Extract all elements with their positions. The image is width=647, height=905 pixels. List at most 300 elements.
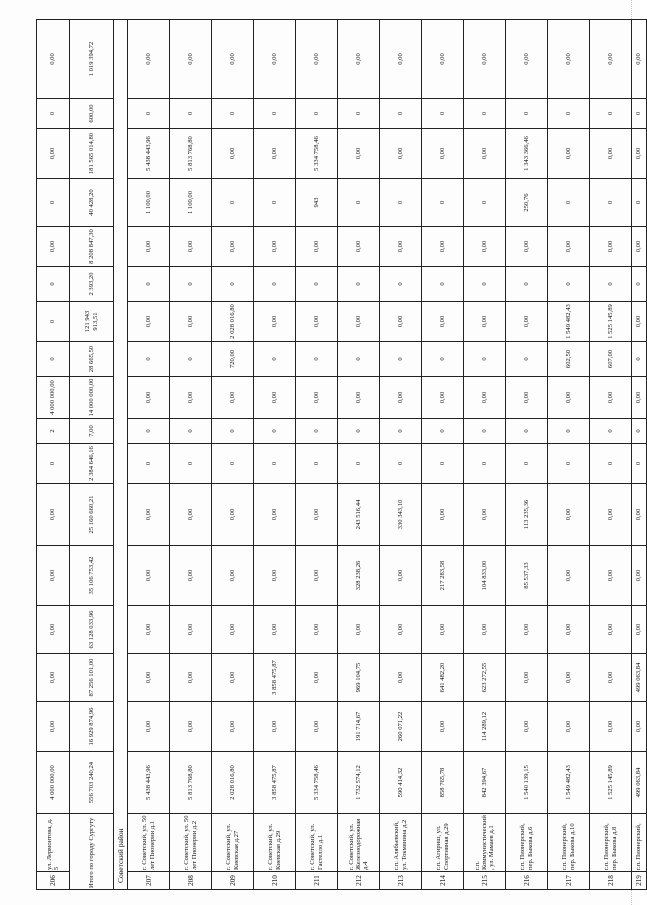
- table-cell: 85 537,33: [506, 546, 548, 606]
- table-cell: 330 343,10: [380, 484, 422, 546]
- table-cell: 0,00: [254, 302, 296, 342]
- table-cell: 858 765,78: [422, 752, 464, 814]
- table-cell: 0,00: [632, 702, 647, 752]
- table-cell: 0,00: [128, 654, 170, 702]
- table-cell: 0,00: [548, 20, 590, 99]
- table-cell: 0,00: [506, 20, 548, 99]
- table-cell: г. Советский, ул. Киевская д.27: [212, 814, 254, 872]
- table-cell: 0: [296, 342, 338, 377]
- table-cell: 0: [464, 444, 506, 484]
- table-cell: 0: [380, 99, 422, 129]
- table-cell: 5 438 443,96: [128, 752, 170, 814]
- table-cell: 0,00: [464, 20, 506, 99]
- table-cell: 0,00: [170, 302, 212, 342]
- table-cell: 0,00: [170, 654, 212, 702]
- table-cell: 0: [632, 444, 647, 484]
- table-cell: 0: [380, 342, 422, 377]
- table-cell: 0,00: [380, 302, 422, 342]
- table-cell: 212: [338, 872, 380, 890]
- table-cell: 0,00: [128, 377, 170, 419]
- table-cell: 0,00: [632, 606, 647, 654]
- table-cell: ул. Лермонтова, д. 5: [37, 814, 70, 872]
- table-row: [338, 20, 380, 890]
- table-cell: 213: [380, 872, 422, 890]
- table-cell: 0: [506, 99, 548, 129]
- table-cell: 0: [37, 444, 70, 484]
- table-cell: 0,00: [380, 606, 422, 654]
- table-cell: 0: [170, 444, 212, 484]
- table-cell: 0,00: [548, 702, 590, 752]
- table-cell: 1 019 394,72: [70, 20, 114, 99]
- table-cell: 0,00: [548, 227, 590, 267]
- table-cell: 217 283,58: [422, 546, 464, 606]
- table-cell: 0,00: [590, 129, 632, 179]
- table-cell: 0,00: [590, 20, 632, 99]
- table-cell: 0,00: [212, 654, 254, 702]
- table-cell: 4 000 000,00: [37, 752, 70, 814]
- table-cell: 0: [128, 419, 170, 444]
- table-cell: 0: [296, 99, 338, 129]
- table-cell: 2 028 016,80: [212, 302, 254, 342]
- table-row: [212, 20, 254, 890]
- table-cell: 0,00: [548, 546, 590, 606]
- table-cell: 0,00: [212, 484, 254, 546]
- table-cell: 0: [170, 419, 212, 444]
- table-cell: 2 393,20: [70, 267, 114, 302]
- table-cell: 0: [422, 99, 464, 129]
- table-cell: 8 208 847,30: [70, 227, 114, 267]
- table-cell: 0,00: [506, 654, 548, 702]
- table-cell: 0: [128, 342, 170, 377]
- table-cell: 0,00: [632, 377, 647, 419]
- table-cell: 0: [548, 419, 590, 444]
- table-cell: 260 071,22: [380, 702, 422, 752]
- table-cell: 0: [548, 267, 590, 302]
- table-cell: 1 100,00: [128, 179, 170, 227]
- table-cell: 0: [632, 99, 647, 129]
- rotated-table-wrapper: [36, 20, 643, 890]
- table-cell: 0,00: [128, 606, 170, 654]
- table-cell: 0,00: [128, 302, 170, 342]
- table-row: [632, 20, 647, 890]
- table-cell: 0,00: [632, 484, 647, 546]
- table-cell: 181 565 014,80: [70, 129, 114, 179]
- table-cell: 0: [464, 99, 506, 129]
- table-cell: 0,00: [296, 377, 338, 419]
- table-row: [380, 20, 422, 890]
- table-cell: 208: [170, 872, 212, 890]
- table-cell: 0: [254, 342, 296, 377]
- table-cell: 0,00: [380, 546, 422, 606]
- table-cell: 250,76: [506, 179, 548, 227]
- table-cell: 0: [632, 267, 647, 302]
- table-cell: 0,00: [212, 377, 254, 419]
- table-cell: 499 063,84: [632, 654, 647, 702]
- table-cell: 5 813 768,80: [170, 752, 212, 814]
- table-cell: 0,00: [254, 20, 296, 99]
- table-cell: 0: [464, 419, 506, 444]
- table-cell: 0,00: [632, 302, 647, 342]
- table-cell: 0,00: [212, 606, 254, 654]
- table-cell: 207: [128, 872, 170, 890]
- table-cell: 0: [128, 267, 170, 302]
- table-cell: 0,00: [590, 546, 632, 606]
- table-cell: 0: [212, 267, 254, 302]
- table-cell: 0: [422, 267, 464, 302]
- table-cell: 0: [506, 444, 548, 484]
- table-cell: 0,00: [464, 606, 506, 654]
- table-cell: 0: [632, 342, 647, 377]
- table-cell: 0,00: [128, 227, 170, 267]
- table-cell: г.п. Пионерский, пер. Быкова д.8: [590, 814, 632, 872]
- table-row: [590, 20, 632, 890]
- table-cell: 35 106 753,42: [70, 546, 114, 606]
- table-cell: 0: [37, 179, 70, 227]
- table-cell: 0: [548, 444, 590, 484]
- table-cell: 0: [380, 419, 422, 444]
- table-cell: 0,00: [590, 654, 632, 702]
- table-cell: 0,00: [296, 484, 338, 546]
- table-cell: 0,00: [296, 20, 338, 99]
- table-cell: 0,00: [170, 484, 212, 546]
- table-cell: 0,00: [422, 20, 464, 99]
- table-cell: 0,00: [128, 546, 170, 606]
- table-cell: 0,00: [590, 606, 632, 654]
- table-cell: 0: [422, 342, 464, 377]
- table-cell: 641 482,20: [422, 654, 464, 702]
- table-cell: 5 438 443,96: [128, 129, 170, 179]
- table-cell: 0: [170, 99, 212, 129]
- table-cell: 0,00: [128, 702, 170, 752]
- table-cell: г. Советский, ул. Железнодорожная д.4: [338, 814, 380, 872]
- table-cell: 0: [254, 179, 296, 227]
- table-cell: 1 100,00: [170, 179, 212, 227]
- table-cell: 2 384 646,16: [70, 444, 114, 484]
- table-cell: 25 160 660,21: [70, 484, 114, 546]
- table-cell: 0,00: [590, 227, 632, 267]
- table-cell: 0,00: [590, 377, 632, 419]
- table-cell: 0,00: [254, 702, 296, 752]
- table-cell: 602,50: [548, 342, 590, 377]
- table-cell: 216: [506, 872, 548, 890]
- table-cell: 0,00: [338, 129, 380, 179]
- table-cell: 104 833,00: [464, 546, 506, 606]
- table-cell: 0: [422, 444, 464, 484]
- table-cell: 0: [590, 99, 632, 129]
- table-cell: 623 272,55: [464, 654, 506, 702]
- table-cell: 0: [37, 267, 70, 302]
- table-cell: 0,00: [254, 484, 296, 546]
- table-cell: 720,00: [212, 342, 254, 377]
- table-cell: 0,00: [212, 227, 254, 267]
- table-cell: 5 813 768,80: [170, 129, 212, 179]
- table-cell: 3 858 475,87: [254, 752, 296, 814]
- table-cell: 600,00: [70, 99, 114, 129]
- table-cell: 0: [464, 342, 506, 377]
- table-cell: 0,00: [296, 227, 338, 267]
- total-row: [70, 20, 114, 890]
- table-cell: г.п. Пионерский, пер. Быкова д.10: [548, 814, 590, 872]
- table-cell: 4 000 000,00: [37, 377, 70, 419]
- table-cell: 0: [338, 342, 380, 377]
- table-cell: 0: [296, 267, 338, 302]
- table-cell: г. Советский, ул. Гастелло д.1: [296, 814, 338, 872]
- table-row: [422, 20, 464, 890]
- table-cell: 0,00: [37, 702, 70, 752]
- table-cell: г.п. Коммунистический, ул. Мамаев д.1: [464, 814, 506, 872]
- table-cell: 0,00: [254, 377, 296, 419]
- table-cell: 219: [632, 872, 647, 890]
- table-cell: 243 516,44: [338, 484, 380, 546]
- table-cell: 0,00: [170, 546, 212, 606]
- table-cell: 0,00: [548, 377, 590, 419]
- table-cell: 0: [212, 444, 254, 484]
- table-cell: 1 525 145,89: [590, 302, 632, 342]
- table-cell: 0,00: [296, 654, 338, 702]
- table-cell: г. Советский, ул. Киевская д.29: [254, 814, 296, 872]
- table-cell: 0: [338, 419, 380, 444]
- repair-funding-table: [36, 19, 647, 890]
- table-cell: 0,00: [338, 20, 380, 99]
- table-cell: 0: [170, 342, 212, 377]
- table-cell: 0,00: [548, 129, 590, 179]
- table-cell: г.п. Агириш, ул. Спортивная д.29: [422, 814, 464, 872]
- table-cell: 0: [422, 419, 464, 444]
- table-row: [548, 20, 590, 890]
- table-cell: 0: [128, 444, 170, 484]
- table-cell: 0,00: [170, 227, 212, 267]
- table-cell: 0,00: [464, 302, 506, 342]
- table-cell: 2 028 016,80: [212, 752, 254, 814]
- table-cell: 0,00: [296, 546, 338, 606]
- table-cell: 0,00: [380, 377, 422, 419]
- table-cell: 0: [37, 302, 70, 342]
- table-row: [254, 20, 296, 890]
- table-cell: 0: [380, 267, 422, 302]
- table-cell: 0: [590, 419, 632, 444]
- table-cell: 14 000 000,00: [70, 377, 114, 419]
- table-cell: 607,00: [590, 342, 632, 377]
- table-cell: 16 929 874,96: [70, 702, 114, 752]
- table-cell: 0: [212, 179, 254, 227]
- table-cell: 0,00: [632, 20, 647, 99]
- table-cell: 1 549 482,43: [548, 752, 590, 814]
- district-row: [114, 20, 128, 890]
- table-cell: 87 256 101,00: [70, 654, 114, 702]
- table-cell: 328 238,26: [338, 546, 380, 606]
- table-cell: 0,00: [254, 546, 296, 606]
- table-cell: 0: [632, 179, 647, 227]
- table-cell: 0,00: [464, 377, 506, 419]
- table-cell: 1 549 482,43: [548, 302, 590, 342]
- table-cell: 0,00: [338, 227, 380, 267]
- table-cell: 0: [37, 342, 70, 377]
- table-cell: 0: [506, 267, 548, 302]
- table-cell: 0,00: [296, 702, 338, 752]
- table-cell: г. Советский, ул. 50 лет Пионерии д.2: [170, 814, 212, 872]
- table-cell: 63 128 033,96: [70, 606, 114, 654]
- table-cell: 1 732 574,12: [338, 752, 380, 814]
- table-cell: 5 334 758,46: [296, 129, 338, 179]
- table-cell: 121 943 913,51: [70, 302, 114, 342]
- table-cell: 0: [548, 179, 590, 227]
- table-cell: 215: [464, 872, 506, 890]
- table-cell: 0: [548, 99, 590, 129]
- table-cell: 0,00: [212, 546, 254, 606]
- table-cell: 0: [464, 267, 506, 302]
- table-cell: 0,00: [548, 606, 590, 654]
- table-cell: 0,00: [170, 606, 212, 654]
- table-cell: 0,00: [548, 654, 590, 702]
- table-cell: 0,00: [590, 484, 632, 546]
- table-cell: 0,00: [128, 484, 170, 546]
- table-cell: 0,00: [254, 227, 296, 267]
- table-cell: 0,00: [632, 227, 647, 267]
- table-cell: 0: [632, 419, 647, 444]
- table-cell: 0,00: [254, 606, 296, 654]
- table-cell: 2: [37, 419, 70, 444]
- table-cell: г.п. Пионерский, пер. Быкова д.6: [506, 814, 548, 872]
- table-cell: 209: [212, 872, 254, 890]
- table-cell: 0: [170, 267, 212, 302]
- table-cell: 0: [254, 419, 296, 444]
- table-cell: 0,00: [338, 302, 380, 342]
- table-cell: 0: [338, 99, 380, 129]
- table-cell: 0: [506, 342, 548, 377]
- table-cell: 0,00: [37, 227, 70, 267]
- table-cell: 0,00: [37, 129, 70, 179]
- table-cell: 210: [254, 872, 296, 890]
- table-cell: 211: [296, 872, 338, 890]
- table-cell: г. Советский, ул. 50 лет Пионерии д.1: [128, 814, 170, 872]
- table-cell: 0: [296, 419, 338, 444]
- table-cell: 5 334 758,46: [296, 752, 338, 814]
- table-cell: 0,00: [170, 20, 212, 99]
- table-cell: 0,00: [380, 20, 422, 99]
- table-cell: Советский район: [114, 20, 128, 890]
- table-cell: 0: [590, 267, 632, 302]
- table-cell: 0,00: [296, 606, 338, 654]
- table-cell: 0: [296, 444, 338, 484]
- table-cell: г.п. Алябьевский, ул. Токмянина д.2: [380, 814, 422, 872]
- table-cell: 0,00: [422, 606, 464, 654]
- table-cell: 0,00: [506, 702, 548, 752]
- table-row: [37, 20, 70, 890]
- table-cell: 0,00: [212, 20, 254, 99]
- table-cell: 0,00: [464, 129, 506, 179]
- table-cell: 0: [464, 179, 506, 227]
- table-cell: 0,00: [254, 129, 296, 179]
- table-cell: 0,00: [464, 484, 506, 546]
- table-cell: 0,00: [37, 654, 70, 702]
- table-cell: 191 714,67: [338, 702, 380, 752]
- table-cell: 206: [37, 872, 70, 890]
- table-cell: 0,00: [632, 129, 647, 179]
- table-cell: 0: [338, 179, 380, 227]
- table-cell: 0,00: [422, 702, 464, 752]
- table-cell: 499 063,84: [632, 752, 647, 814]
- table-cell: 969 104,75: [338, 654, 380, 702]
- table-cell: 0: [380, 179, 422, 227]
- table-cell: г.п. Пионерский,: [632, 814, 647, 872]
- table-cell: 0,00: [422, 129, 464, 179]
- table-cell: 218: [590, 872, 632, 890]
- table-cell: 0: [506, 419, 548, 444]
- table-cell: 0,00: [590, 702, 632, 752]
- table-row: [506, 20, 548, 890]
- table-cell: 1 540 139,15: [506, 752, 548, 814]
- table-cell: 0,00: [37, 20, 70, 99]
- table-cell: 0: [128, 99, 170, 129]
- table-cell: 0,00: [37, 484, 70, 546]
- table-cell: 0,00: [212, 129, 254, 179]
- table-cell: 0: [338, 267, 380, 302]
- table-cell: 0,00: [296, 302, 338, 342]
- table-cell: 0: [422, 179, 464, 227]
- table-cell: 0,00: [464, 227, 506, 267]
- table-cell: 0,00: [632, 546, 647, 606]
- table-cell: 0: [590, 179, 632, 227]
- table-cell: 28 665,50: [70, 342, 114, 377]
- table-cell: 114 289,12: [464, 702, 506, 752]
- table-cell: 0: [254, 444, 296, 484]
- table-cell: 0,00: [170, 702, 212, 752]
- table-cell: 0: [212, 419, 254, 444]
- table-cell: 0,00: [37, 606, 70, 654]
- table-cell: 0,00: [380, 654, 422, 702]
- table-row: [170, 20, 212, 890]
- table-row: [464, 20, 506, 890]
- table-cell: 0,00: [338, 377, 380, 419]
- table-cell: 0,00: [338, 606, 380, 654]
- table-cell: 0: [590, 444, 632, 484]
- table-cell: 0,00: [422, 227, 464, 267]
- table-cell: 0: [37, 99, 70, 129]
- table-cell: 0,00: [506, 302, 548, 342]
- table-cell: 0,00: [506, 606, 548, 654]
- table-cell: 0: [254, 267, 296, 302]
- table-cell: 0,00: [506, 377, 548, 419]
- table-cell: 1 525 145,89: [590, 752, 632, 814]
- table-cell: 590 414,32: [380, 752, 422, 814]
- table-cell: 0,00: [128, 20, 170, 99]
- table-cell: 0,00: [548, 484, 590, 546]
- table-cell: 0,00: [212, 702, 254, 752]
- table-cell: 0,00: [380, 227, 422, 267]
- table-cell: Итого по городу Сургуту: [70, 814, 114, 890]
- table-cell: 113 235,36: [506, 484, 548, 546]
- table-cell: 214: [422, 872, 464, 890]
- table-cell: 0,00: [170, 377, 212, 419]
- table-cell: 0: [380, 444, 422, 484]
- table-cell: 0,00: [380, 129, 422, 179]
- table-cell: 40 428,20: [70, 179, 114, 227]
- table-row: [296, 20, 338, 890]
- table-cell: 0,00: [506, 227, 548, 267]
- table-cell: 0,00: [37, 546, 70, 606]
- table-cell: 0,00: [422, 302, 464, 342]
- table-cell: 0: [254, 99, 296, 129]
- table-cell: 0: [212, 99, 254, 129]
- table-cell: 7,00: [70, 419, 114, 444]
- table-cell: 556 703 240,24: [70, 752, 114, 814]
- table-cell: 217: [548, 872, 590, 890]
- table-cell: 943: [296, 179, 338, 227]
- table-cell: 3 858 475,87: [254, 654, 296, 702]
- table-cell: 0: [338, 444, 380, 484]
- table-cell: 1 343 366,46: [506, 129, 548, 179]
- table-cell: 0,00: [422, 377, 464, 419]
